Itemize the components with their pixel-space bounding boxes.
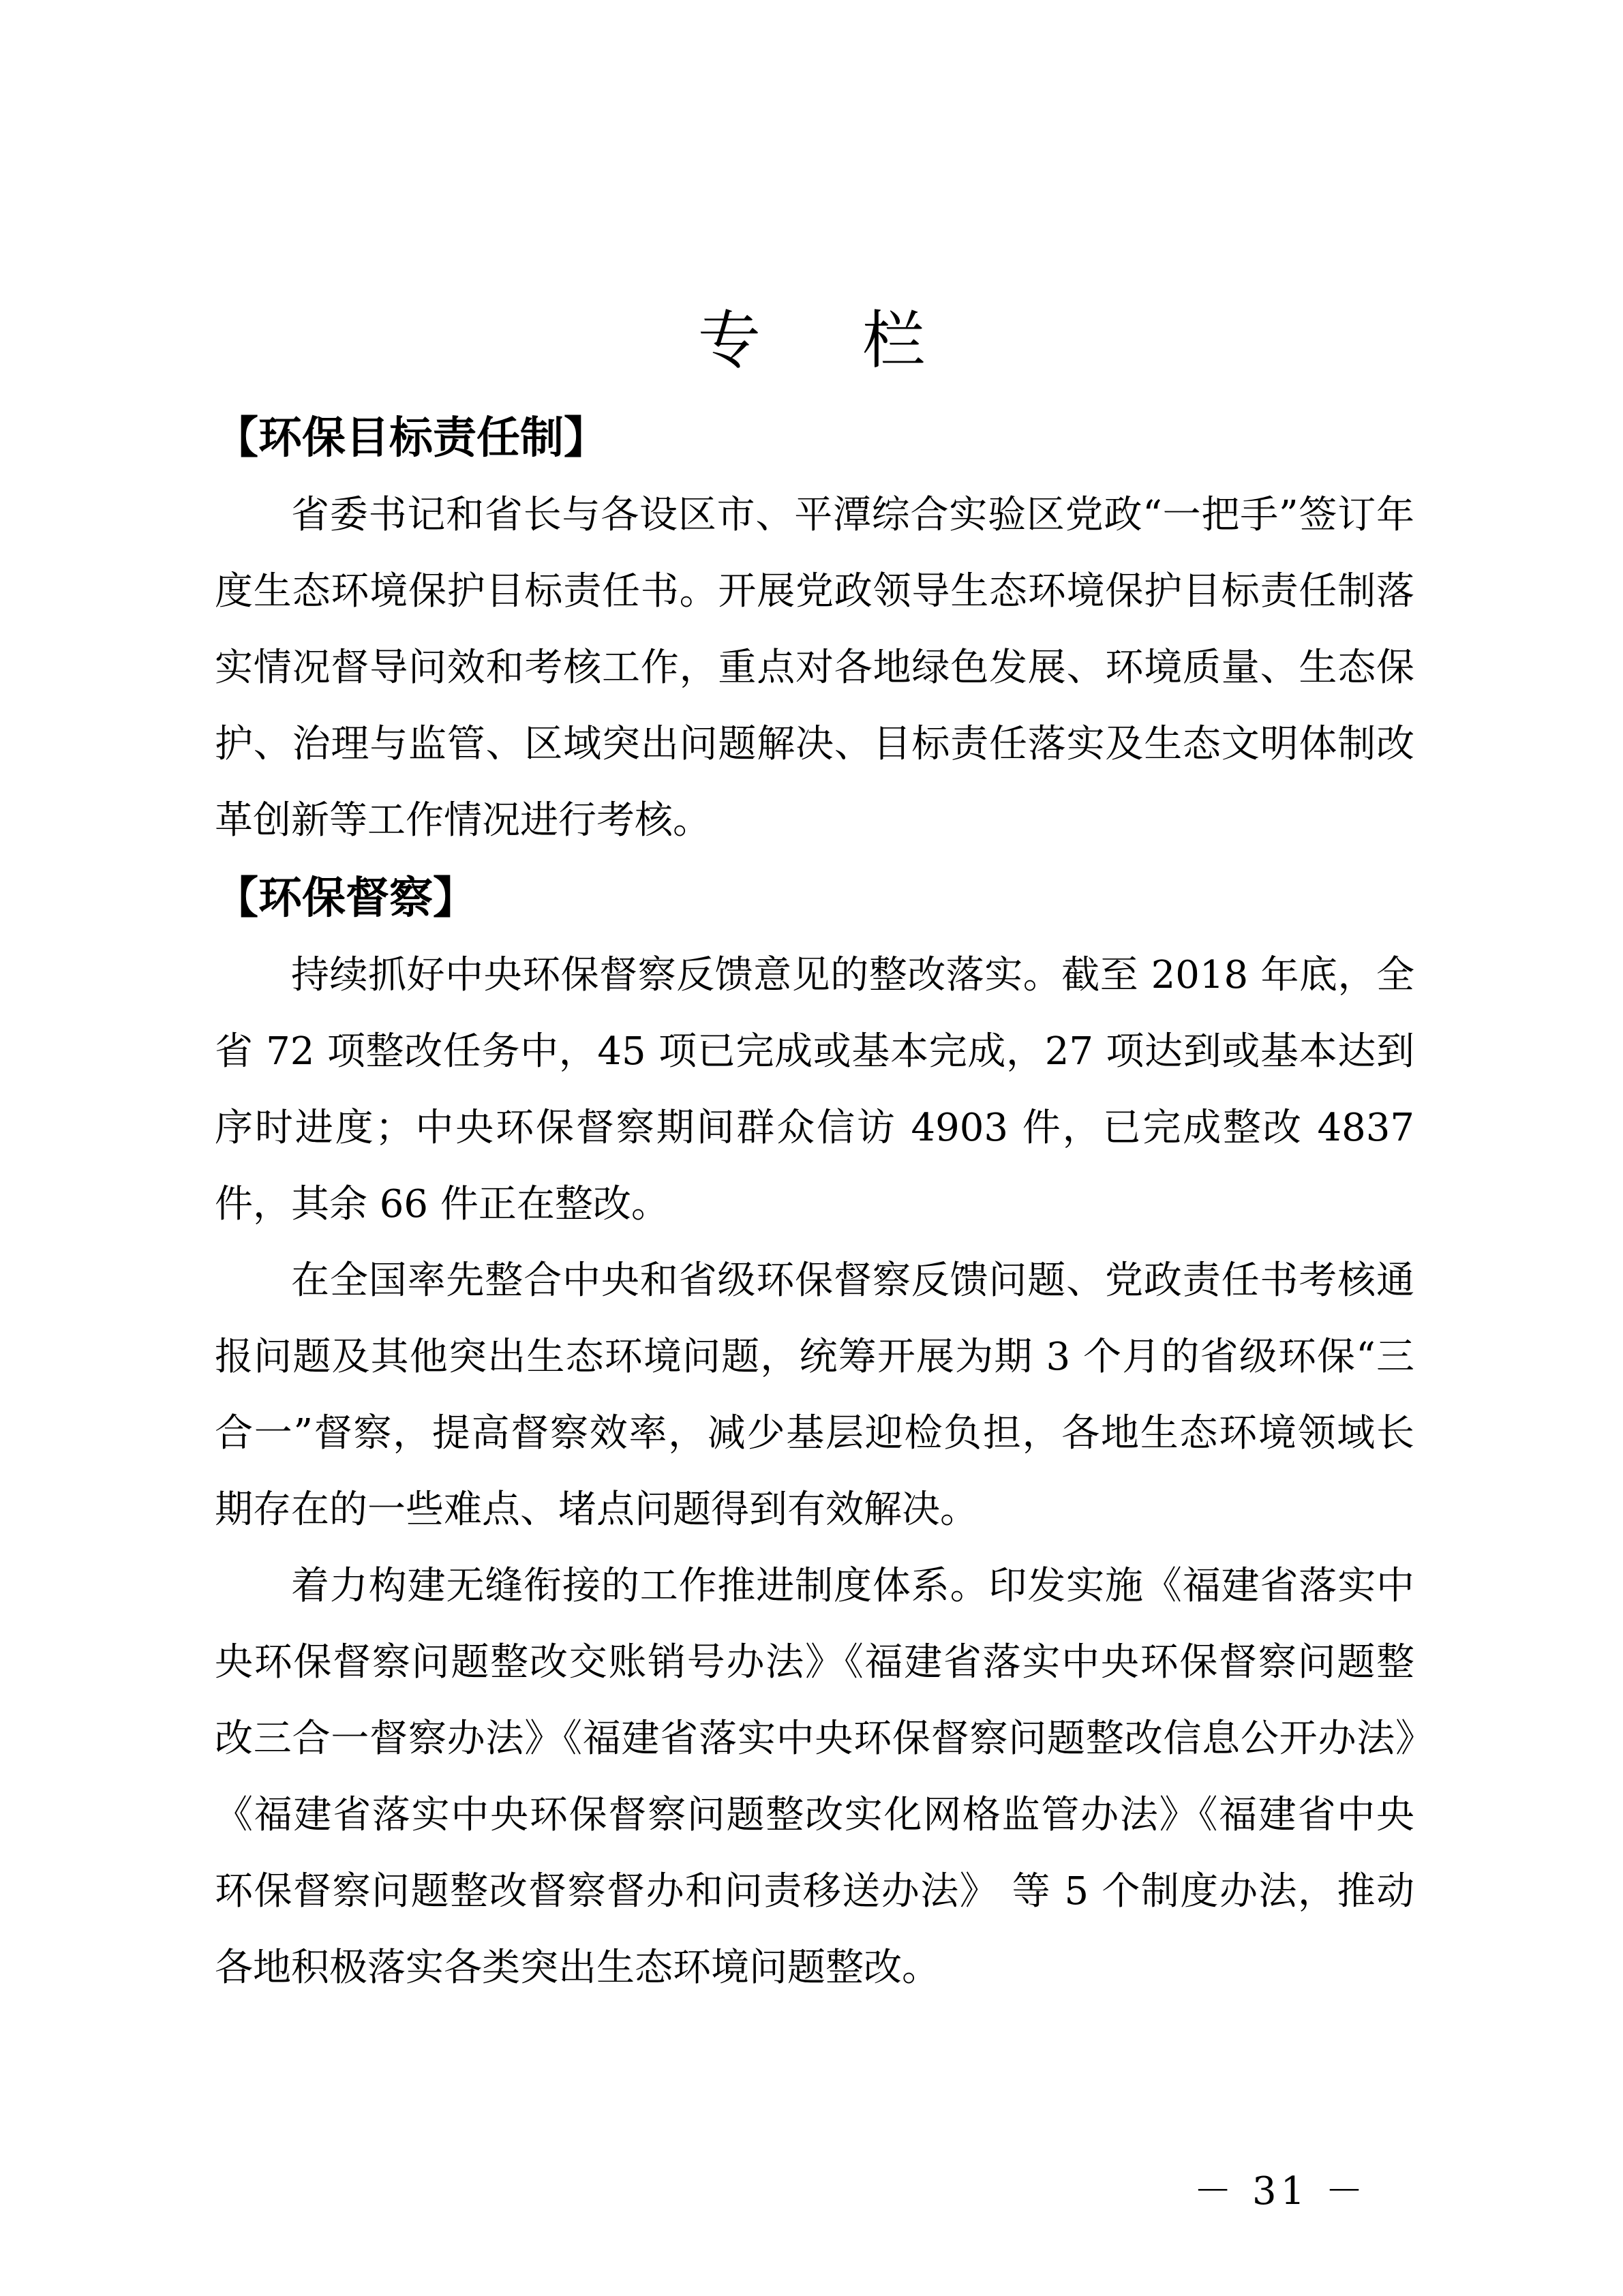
paragraph: 在全国率先整合中央和省级环保督察反馈问题、党政责任书考核通报问题及其他突出生态环境问题，统筹开展为期 3 个月的省级环保“三合一”督察，提高督察效率，减少基层迎检负担，各地生态环境领域长期存在的一些难点、堵点问题得到有效解决。 xyxy=(215,1258,1415,1532)
paragraph: 着力构建无缝衔接的工作推进制度体系。印发实施《福建省落实中央环保督察问题整改交账销号办法》《福建省落实中央环保督察问题整改三合一督察办法》《福建省落实中央环保督察问题整改信息公开办法》《福建省落实中央环保督察问题整改实化网格监管办法》《福建省中央环保督察问题整改督察督办和问责移送办法》 等 5 个制度办法，推动各地积极落实各类突出生态环境问题整改。 xyxy=(215,1564,1414,1990)
section-target-responsibility xyxy=(215,399,1414,859)
section-heading: 【环保督察】 xyxy=(215,873,476,924)
section-heading: 【环保目标责任制】 xyxy=(215,412,607,464)
section-environmental-inspection xyxy=(215,859,1414,2006)
document-body xyxy=(215,399,1414,2006)
paragraph: 持续抓好中央环保督察反馈意见的整改落实。截至 2018 年底，全省 72 项整改任务中，45 项已完成或基本完成，27 项达到或基本达到序时进度；中央环保督察期间群众信访 4903 件，已完成整改 4837 件，其余 66 件正在整改。 xyxy=(215,953,1414,1226)
paragraph: 省委书记和省长与各设区市、平潭综合实验区党政“一把手”签订年度生态环境保护目标责任书。开展党政领导生态环境保护目标责任制落实情况督导问效和考核工作，重点对各地绿色发展、环境质量、生态保护、治理与监管、区域突出问题解决、目标责任落实及生态文明体制改革创新等工作情况进行考核。 xyxy=(215,493,1414,843)
page-number: － 31 － xyxy=(1194,2169,1367,2214)
page-title: 专 栏 xyxy=(697,304,967,377)
